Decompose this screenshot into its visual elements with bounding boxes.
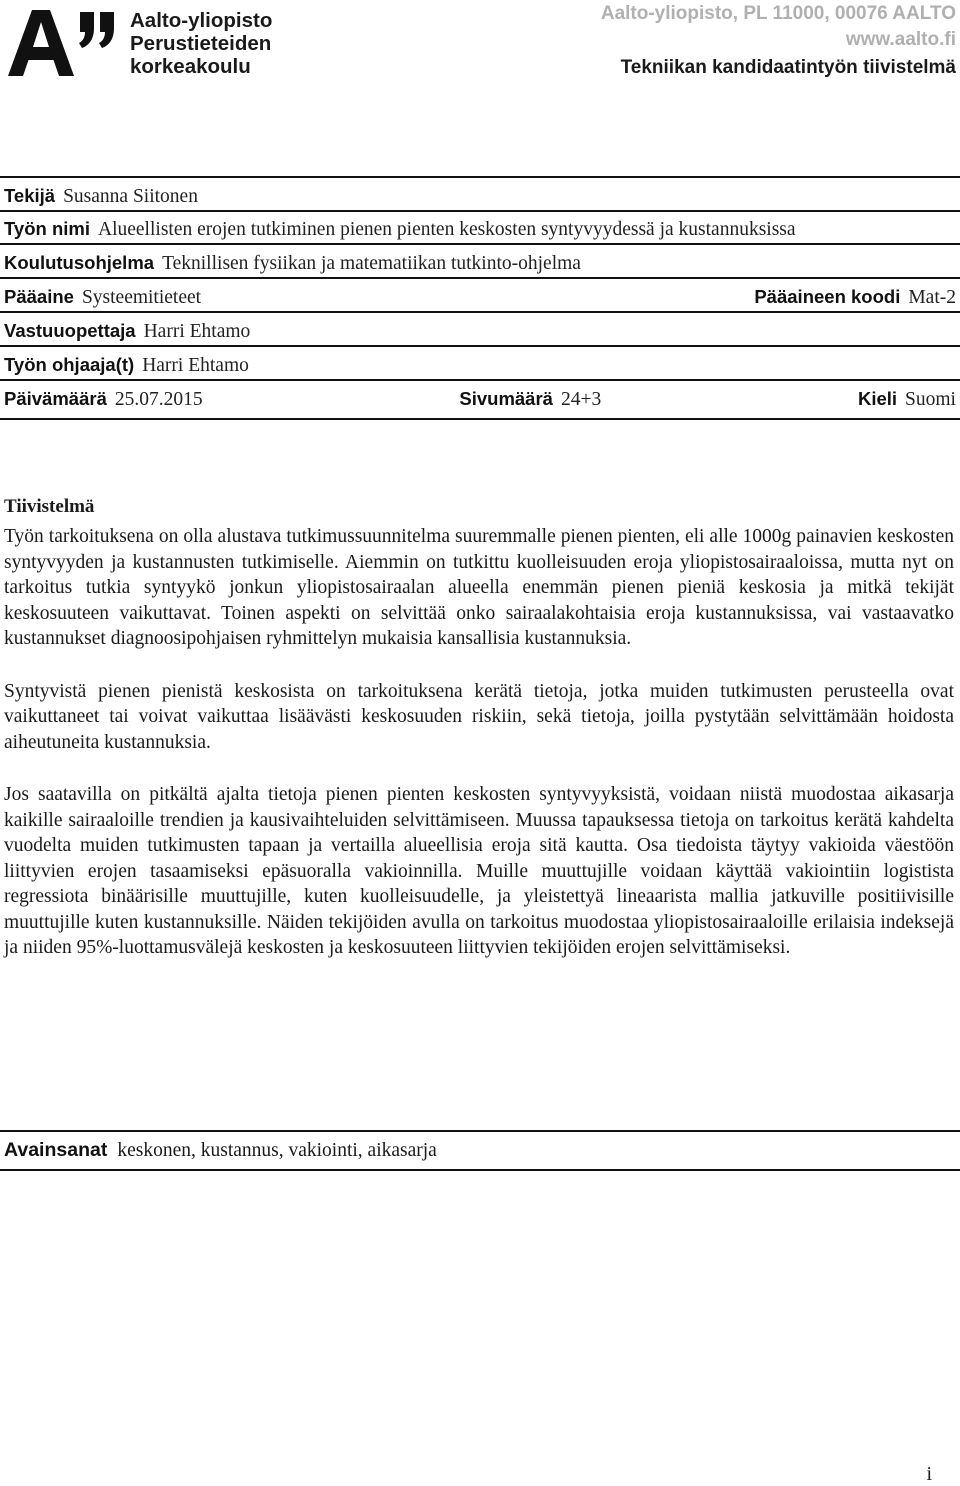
author-value: Susanna Siitonen	[63, 186, 198, 207]
title-row	[0, 210, 960, 243]
pages-value: 24+3	[560, 389, 602, 410]
major-row	[0, 277, 960, 311]
advisor-value: Harri Ehtamo	[142, 355, 249, 376]
major-label: Pääaine	[4, 286, 74, 307]
abstract-title: Tiivistelmä	[4, 496, 95, 517]
program-row	[0, 243, 960, 277]
program-value: Teknillisen fysiikan ja matematiikan tutkinto-ohjelma	[162, 253, 581, 274]
supervisor-label: Vastuuopettaja	[4, 320, 136, 341]
supervisor-row	[0, 311, 960, 345]
language-label: Kieli	[857, 388, 898, 409]
abstract-paragraph: Jos saatavilla on pitkältä ajalta tietoja pienen pienten keskosten syntyvyyksistä, voidaan niistä muodostaa aikasarja kaikille sairaaloille trendien ja kausivaihteluiden selvittämiseen. Muussa tapauksessa tietoja on tarkoitus kerätä kahdelta vuodelta muiden tutkimusten tapaan ja vertailla alueellisia eroja sitä kautta. Osa tiedoista täytyy vakioida väestöön liittyvien erojen tasaamiseksi epäsuoralla vakioinnilla. Muille muuttujille voidaan käyttää vakiointiin logistista regressiota binäärisille muuttujille, kuten kuolleisuudelle, ja yleistettyä lineaarista mallia jatkuville positiivisille muuttujille kuten kustannuksille. Näiden tekijöiden avulla on tarkoitus muodostaa yliopistosairaaloille erilaisia indeksejä ja niiden 95%-luottamusvälejä keskosten ja keskosuuteen liittyvien tekijöiden erojen selvittämiseksi.	[4, 784, 954, 958]
logo-text-line: Perustieteiden	[130, 32, 272, 55]
aalto-logo	[8, 6, 308, 78]
keywords-row	[0, 1130, 960, 1171]
date-pages-language-row	[0, 379, 960, 420]
title-value: Alueellisten erojen tutkiminen pienen pienten keskosten syntyvyydessä ja kustannuksissa	[98, 219, 796, 240]
pages-label: Sivumäärä	[459, 388, 553, 409]
aalto-a-mark-icon	[8, 6, 120, 78]
abstract-section	[4, 494, 954, 988]
advisor-row	[0, 345, 960, 379]
university-address: Aalto-yliopisto, PL 11000, 00076 AALTO	[600, 3, 956, 24]
language-value: Suomi	[905, 389, 956, 410]
keywords-label: Avainsanat	[4, 1139, 108, 1161]
metadata-table	[0, 176, 960, 420]
program-label: Koulutusohjelma	[4, 252, 155, 273]
header-info	[601, 0, 956, 82]
abstract-paragraph: Työn tarkoituksena on olla alustava tutkimussuunnitelma suuremmalle pienen pienten, eli alle 1000g painavien keskosten syntyvyyden ja kustannusten tutkimiselle. Aiemmin on tutkittu kuolleisuuden eroja yliopistosairaaloissa, mutta nyt on tarkoitus tutkia syntyykö jonkun yliopistosairaalan alueella enemmän pienen pieniä keskosia ja mitkä tekijät keskosuuteen vaikuttavat. Toinen aspekti on selvittää onko sairaalakohtaisia eroja kustannuksissa, vai vastaavatko kustannukset diagnoosipohjaisen ryhmittelyn mukaisia kansallisia kustannuksia.	[4, 526, 954, 649]
author-label: Tekijä	[4, 185, 56, 206]
supervisor-value: Harri Ehtamo	[143, 321, 251, 342]
major-value: Systeemitieteet	[81, 287, 202, 308]
keywords-value: keskonen, kustannus, vakiointi, aikasarja	[117, 1140, 437, 1161]
date-label: Päivämäärä	[4, 388, 107, 409]
logo-text-line: korkeakoulu	[130, 55, 251, 78]
major-code-label: Pääaineen koodi	[754, 286, 901, 307]
advisor-label: Työn ohjaaja(t)	[4, 354, 135, 375]
title-label: Työn nimi	[4, 218, 90, 239]
university-url[interactable]: www.aalto.fi	[845, 29, 956, 50]
abstract-paragraph: Syntyvistä pienen pienistä keskosista on tarkoituksena kerätä tietoja, jotka muiden tutkimusten perusteella ovat vaikuttaneet tai voivat vaikuttaa lisäävästi keskosuuden riskiin, sekä tietoja, joilla pystytään selvittämään hoidosta aiheutuneita kustannuksia.	[4, 680, 954, 753]
page-number: i	[926, 1463, 932, 1485]
logo-text-line: Aalto-yliopisto	[130, 9, 273, 32]
major-code-value: Mat-2	[908, 287, 956, 308]
author-row	[0, 176, 960, 210]
document-type: Tekniikan kandidaatintyön tiivistelmä	[620, 57, 956, 78]
date-value: 25.07.2015	[114, 389, 203, 410]
